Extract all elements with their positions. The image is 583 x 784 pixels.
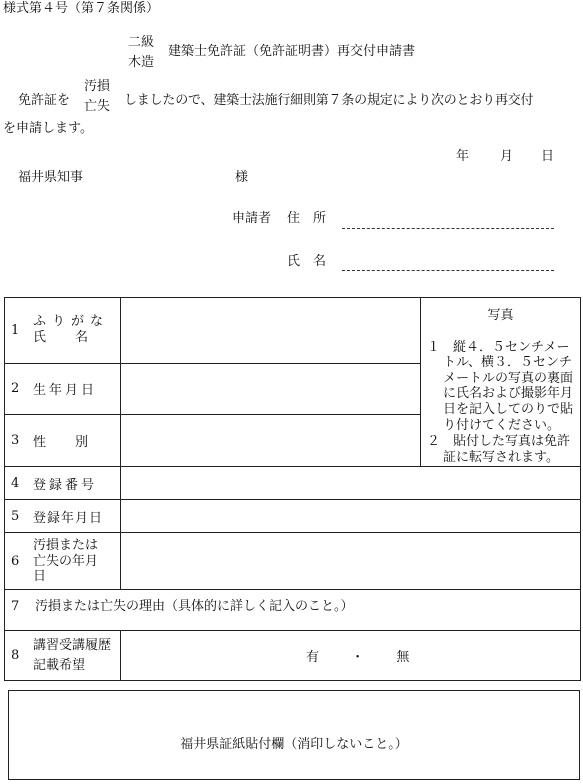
photo-note-2: ２ 貼付した写真は免許証に転写されます。 [427, 434, 571, 465]
row-3-value[interactable] [121, 415, 421, 467]
row-7-label: 汚損または亡失の理由（具体的に詳しく記入のこと。） [35, 599, 354, 615]
applicant-label: 申請者 [232, 211, 272, 226]
addressee-name: 福井県知事 [18, 170, 84, 185]
title-grade-2: 木造 [128, 55, 155, 70]
statement-suffix: を申請します。 [3, 121, 93, 136]
row-5-value[interactable] [121, 500, 581, 533]
row-2-label: 2 生年月日 [5, 363, 121, 414]
row-4-value[interactable] [121, 467, 581, 500]
row-8-value [121, 631, 581, 681]
row-2-value[interactable] [121, 363, 421, 414]
addressee-honorific: 様 [235, 170, 249, 185]
stamp-area[interactable] [8, 690, 580, 780]
photo-note-1: １ 縦４．５センチメートル、横３．５センチメートルの写真の裏面に氏名および撮影年月日を記入してのりで貼り付けてください。 [427, 339, 574, 433]
photo-area[interactable] [421, 298, 581, 467]
form-label: 様式第４号（第７条関係） [3, 1, 160, 16]
row-5-label: 5 登録年月日 [5, 500, 121, 533]
option-no[interactable]: 無 [396, 650, 410, 666]
photo-title: 写真 [487, 308, 514, 323]
statement-option-damaged: 汚損 [84, 79, 111, 94]
row-3-label: 3 性 別 [5, 415, 121, 467]
row-8-label: 8講習受講履歴記載希望 [5, 631, 121, 681]
option-separator: ・ [351, 650, 365, 666]
table-row [5, 467, 581, 500]
table-row [5, 631, 581, 681]
table-row [5, 590, 581, 631]
statement-option-lost: 亡失 [84, 99, 111, 114]
table-row [5, 500, 581, 533]
furigana-label: ふりがな [33, 314, 110, 330]
date-day: 日 [541, 149, 555, 164]
title-main: 建築士免許証（免許証明書）再交付申請書 [168, 44, 416, 59]
statement-middle: しましたので、建築士法施行細則第７条の規定により次のとおり再交付 [124, 93, 534, 108]
row-6-label: 6汚損または亡失の年月日 [5, 533, 121, 590]
table-row [5, 298, 581, 364]
row-1-value[interactable] [121, 298, 421, 364]
address-label: 住 所 [287, 211, 327, 226]
address-line[interactable] [342, 228, 554, 229]
title-grade-1: 二級 [128, 35, 155, 50]
name-row-label: 氏 名 [33, 330, 90, 346]
row-7-field[interactable]: 7 汚損または亡失の理由（具体的に詳しく記入のこと。） [5, 590, 581, 631]
row-6-value[interactable] [121, 533, 581, 590]
row-4-label: 4 登録番号 [5, 467, 121, 500]
date-month: 月 [500, 149, 514, 164]
name-label: 氏 名 [287, 254, 327, 269]
option-yes[interactable]: 有 [306, 650, 320, 666]
application-table [4, 297, 581, 681]
row-1-label: 1 ふりがな 氏 名 [5, 298, 121, 364]
stamp-area-label: 福井県証紙貼付欄（消印しないこと。） [180, 737, 408, 752]
name-line[interactable] [342, 270, 554, 271]
table-row [5, 533, 581, 590]
date-year: 年 [456, 149, 470, 164]
statement-prefix: 免許証を [18, 93, 71, 108]
